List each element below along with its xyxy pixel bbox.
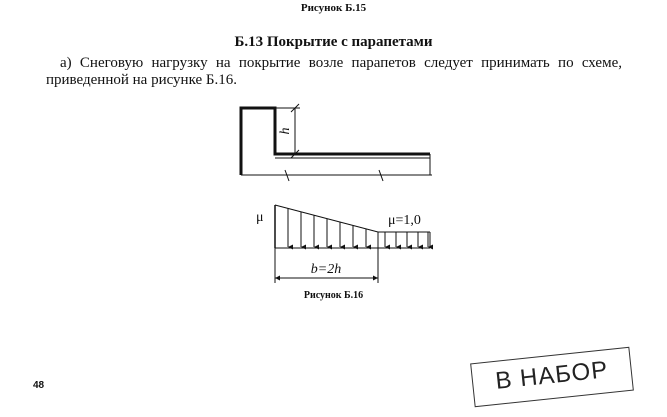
snow-load-diagram: [256, 205, 430, 283]
parapet-outline: [241, 108, 430, 175]
section-heading: Б.13 Покрытие с парапетами: [234, 34, 433, 50]
height-label: h: [278, 127, 293, 135]
span-label: b=2h: [310, 262, 342, 277]
mu-label: μ: [256, 210, 264, 225]
stamp-text: В НАБОР: [494, 356, 610, 395]
mu-value-label: μ=1,0: [388, 213, 421, 228]
figure-caption-top: Рисунок Б.15: [300, 2, 367, 14]
body-paragraph: а) Снеговую нагрузку на покрытие возле парапетов следует принимать по схеме, приведенной на рисунке Б.16.: [46, 55, 622, 88]
page-number: 48: [33, 380, 45, 391]
parapet-section: [241, 104, 432, 181]
figure-caption: Рисунок Б.16: [303, 290, 364, 301]
